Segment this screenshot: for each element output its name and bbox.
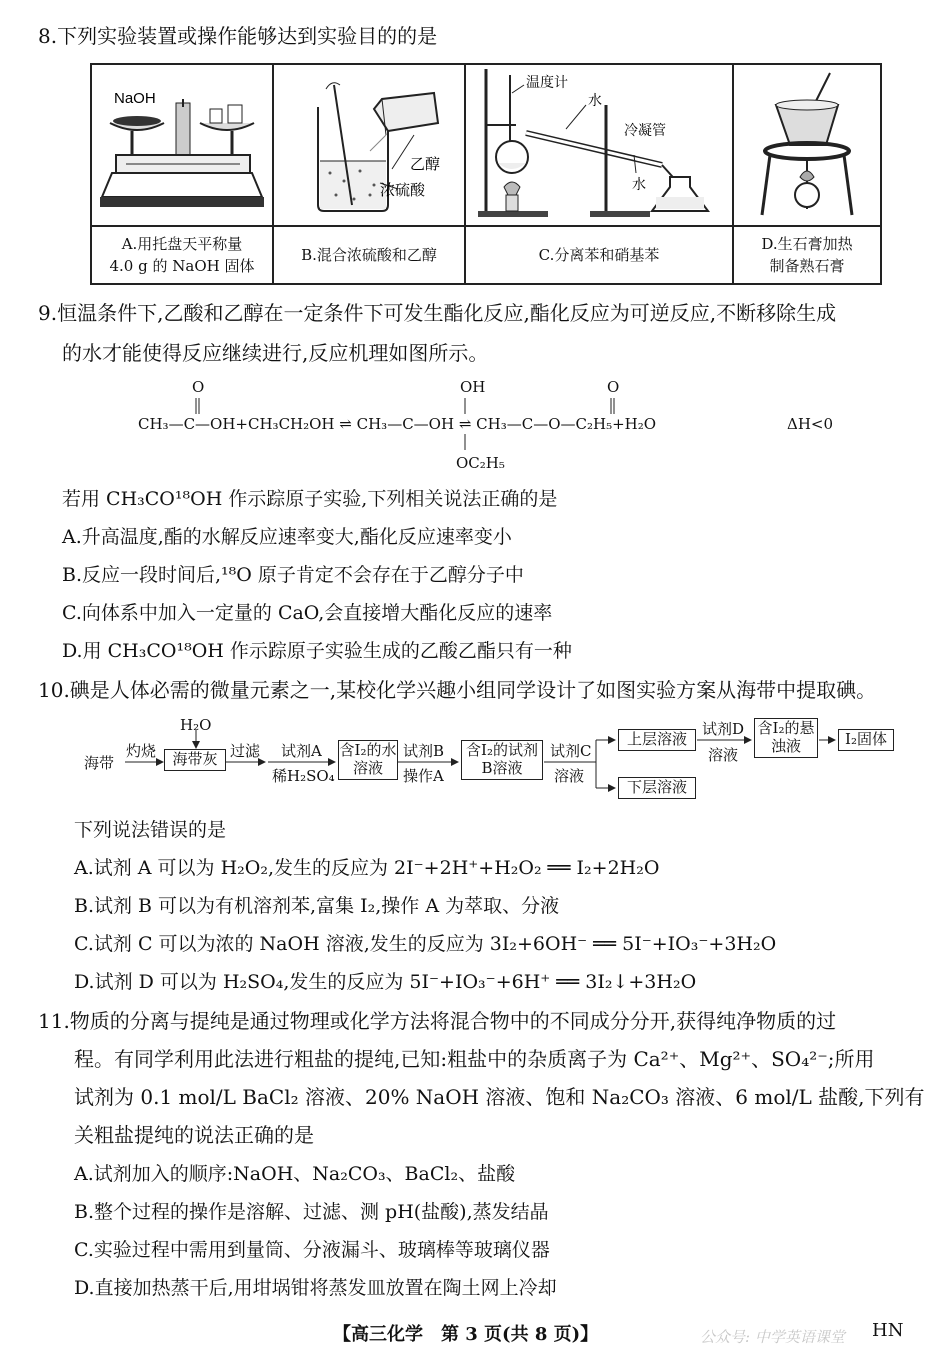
fig-b-ethanol-label: 乙醇 [410,155,441,173]
flow-ash: 海带灰 [164,749,226,771]
fig-c-water-out: 水 [632,177,646,193]
caption-d [733,226,881,284]
q9-stem-line2: 的水才能使得反应继续进行,反应机理如图所示。 [62,341,489,365]
caption-b: B.混合浓硫酸和乙醇 [273,226,465,284]
q10-option-c: C.试剂 C 可以为浓的 NaOH 溶液,发生的反应为 3I₂+6OH⁻ ══ 5I⁻+IO₃⁻+3H₂O [74,933,777,955]
q10-intro: 下列说法错误的是 [74,819,227,841]
flow-dilute-acid: 稀H₂SO₄ [272,767,335,785]
fig-b-mixing [273,64,465,226]
mech-dh: ΔH<0 [787,415,834,433]
q8-stem: 8.下列实验装置或操作能够达到实验目的的是 [38,24,438,48]
q11-option-b: B.整个过程的操作是溶解、过滤、测 pH(盐酸),蒸发结晶 [74,1201,549,1223]
tripod-illustration [734,65,880,221]
region-code: HN [872,1320,904,1341]
fig-a-naoh-label: NaOH [114,90,156,107]
flow-solution-c: 溶液 [554,767,585,785]
mech-o-2: O [607,378,620,396]
flow-box-suspension: 含I₂的悬浊液 [754,718,818,758]
fig-c-condenser-label: 冷凝管 [624,123,666,139]
flow-h2o: H₂O [180,716,212,734]
flow-reagent-a: 试剂A [281,742,322,760]
mech-main: CH₃—C—OH+CH₃CH₂OH ⇌ CH₃—C—OH ⇌ CH₃—C—O—C₂H₅+H₂O [138,415,657,433]
balance-illustration [92,65,272,221]
q11-option-c: C.实验过程中需用到量筒、分液漏斗、玻璃棒等玻璃仪器 [74,1239,550,1261]
caption-d-line1: D.生石膏加热 [761,235,853,253]
q9-option-c: C.向体系中加入一定量的 CaO,会直接增大酯化反应的速率 [62,602,553,624]
flow-filter: 过滤 [230,742,261,760]
mech-o-1: O [192,378,205,396]
caption-d-line2: 制备熟石膏 [769,257,845,275]
q11-stem-line1: 11.物质的分离与提纯是通过物理或化学方法将混合物中的不同成分分开,获得纯净物质的过 [38,1009,837,1033]
q11-stem-line2: 程。有同学利用此法进行粗盐的提纯,已知:粗盐中的杂质离子为 Ca²⁺、Mg²⁺、SO₄²⁻;所用 [74,1047,875,1071]
q10-option-d: D.试剂 D 可以为 H₂SO₄,发生的反应为 5I⁻+IO₃⁻+6H⁺ ══ 3I₂↓+3H₂O [74,971,697,993]
q11-option-a: A.试剂加入的顺序:NaOH、Na₂CO₃、BaCl₂、盐酸 [74,1163,516,1185]
fig-c-water-in: 水 [588,93,602,109]
mech-oh: OH [460,378,486,396]
fig-c-distillation [465,64,733,226]
flow-iodine-solid: I₂固体 [838,729,894,751]
watermark: 公众号: 中学英语课堂 [700,1328,845,1346]
flow-burn: 灼烧 [126,742,157,760]
flow-reagent-c: 试剂C [550,742,592,760]
distillation-illustration [466,65,732,221]
q11-stem-line4: 关粗盐提纯的说法正确的是 [74,1123,314,1147]
flow-box-aqueous: 含I₂的水溶液 [338,740,398,780]
q11-stem-line3: 试剂为 0.1 mol/L BaCl₂ 溶液、20% NaOH 溶液、饱和 Na₂CO₃ 溶液、6 mol/L 盐酸,下列有 [74,1085,925,1109]
flow-box-reagent-b: 含I₂的试剂B溶液 [461,740,543,780]
mech-oc2h5: OC₂H₅ [456,454,505,472]
flow-lower-layer: 下层溶液 [618,777,696,799]
q10-stem: 10.碘是人体必需的微量元素之一,某校化学兴趣小组同学设计了如图实验方案从海带中提取碘。 [38,678,877,702]
flow-seaweed: 海带 [84,754,115,772]
q9-option-d: D.用 CH₃CO¹⁸OH 作示踪原子实验生成的乙酸乙酯只有一种 [62,640,572,662]
q9-stem-line1: 9.恒温条件下,乙酸和乙醇在一定条件下可发生酯化反应,酯化反应为可逆反应,不断移除生成 [38,301,837,325]
q9-option-b: B.反应一段时间后,¹⁸O 原子肯定不会存在于乙醇分子中 [62,564,524,586]
fig-b-acid-label: 浓硫酸 [380,181,426,199]
page-footer: 【高三化学 第 3 页(共 8 页)】 [333,1324,599,1345]
fig-c-thermo-label: 温度计 [526,75,568,91]
q8-apparatus-table [90,63,882,285]
flow-operation-a: 操作A [403,767,444,785]
caption-a-line1: A.用托盘天平称量 [121,235,243,253]
caption-a-line2: 4.0 g 的 NaOH 固体 [109,257,255,275]
caption-a [91,226,273,284]
flow-upper-layer: 上层溶液 [618,729,696,751]
fig-d-heating [733,64,881,226]
fig-a-balance [91,64,273,226]
q10-option-a: A.试剂 A 可以为 H₂O₂,发生的反应为 2I⁻+2H⁺+H₂O₂ ══ I₂+2H₂O [74,857,660,879]
q10-option-b: B.试剂 B 可以为有机溶剂苯,富集 I₂,操作 A 为萃取、分液 [74,895,560,917]
q9-intro: 若用 CH₃CO¹⁸OH 作示踪原子实验,下列相关说法正确的是 [62,488,558,510]
flow-solution-d: 溶液 [708,746,739,764]
q11-option-d: D.直接加热蒸干后,用坩埚钳将蒸发皿放置在陶土网上冷却 [74,1277,557,1299]
beaker-illustration [274,65,464,221]
flow-reagent-b: 试剂B [403,742,445,760]
flow-reagent-d: 试剂D [702,720,745,738]
caption-c: C.分离苯和硝基苯 [465,226,733,284]
q9-option-a: A.升高温度,酯的水解反应速率变大,酯化反应速率变小 [62,526,512,548]
